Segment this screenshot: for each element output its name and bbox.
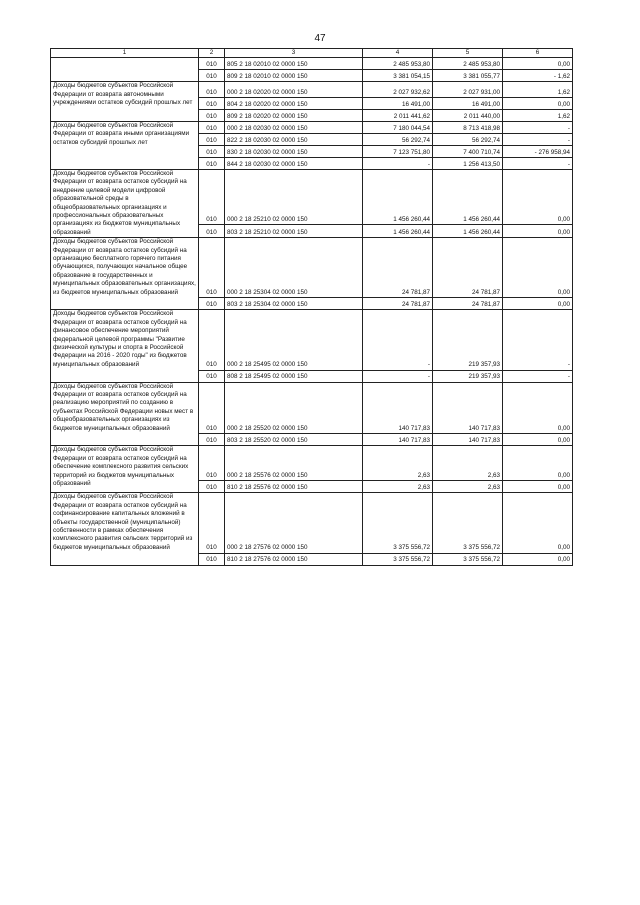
line-code-cell: 010 (199, 434, 225, 446)
column-6-value-cell: - (503, 158, 573, 170)
line-code-cell: 010 (199, 481, 225, 493)
budget-classification-code-cell: 803 2 18 25210 02 0000 150 (225, 225, 363, 238)
revenue-item-name: Доходы бюджетов субъектов Российской Федерации от возврата остатков субсидий на обеспечение комплексного развития сельских территорий из бюджетов муниципальных образований (51, 446, 199, 493)
column-header: 5 (433, 49, 503, 58)
budget-classification-code-cell: 844 2 18 02030 02 0000 150 (225, 158, 363, 170)
budget-classification-code-cell: 810 2 18 27576 02 0000 150 (225, 553, 363, 565)
line-code-cell: 010 (199, 158, 225, 170)
column-4-value-cell: 2,63 (363, 446, 433, 481)
column-header: 4 (363, 49, 433, 58)
column-6-value-cell: - (503, 122, 573, 134)
column-6-value-cell: 0,00 (503, 434, 573, 446)
column-5-value-cell: 24 781,87 (433, 238, 503, 298)
column-5-value-cell: 2 027 931,00 (433, 82, 503, 98)
budget-classification-code-cell: 830 2 18 02030 02 0000 150 (225, 146, 363, 158)
column-6-value-cell: 0,00 (503, 298, 573, 310)
column-4-value-cell: 24 781,87 (363, 298, 433, 310)
budget-classification-code-cell: 804 2 18 02020 02 0000 150 (225, 98, 363, 110)
column-4-value-cell: 3 375 556,72 (363, 553, 433, 565)
column-4-value-cell: 140 717,83 (363, 382, 433, 434)
column-5-value-cell: 16 491,00 (433, 98, 503, 110)
column-4-value-cell: 16 491,00 (363, 98, 433, 110)
column-6-value-cell: 0,00 (503, 446, 573, 481)
column-5-value-cell: 2,63 (433, 446, 503, 481)
line-code-cell: 010 (199, 298, 225, 310)
column-4-value-cell: - (363, 158, 433, 170)
column-6-value-cell: 0,00 (503, 98, 573, 110)
column-6-value-cell: 1,62 (503, 110, 573, 122)
table-row (51, 446, 573, 481)
column-4-value-cell: 56 292,74 (363, 134, 433, 146)
column-4-value-cell: 2 485 953,80 (363, 58, 433, 70)
column-header: 6 (503, 49, 573, 58)
line-code-cell: 010 (199, 98, 225, 110)
column-6-value-cell: 0,00 (503, 170, 573, 225)
column-5-value-cell: 2 485 953,80 (433, 58, 503, 70)
column-4-value-cell: 1 456 260,44 (363, 170, 433, 225)
table-row (51, 170, 573, 225)
column-6-value-cell: - (503, 134, 573, 146)
column-5-value-cell: 1 256 413,50 (433, 158, 503, 170)
line-code-cell: 010 (199, 225, 225, 238)
line-code-cell: 010 (199, 146, 225, 158)
line-code-cell: 010 (199, 238, 225, 298)
line-code-cell: 010 (199, 70, 225, 82)
line-code-cell: 010 (199, 58, 225, 70)
revenue-item-name (51, 58, 199, 82)
column-4-value-cell: 2 011 441,62 (363, 110, 433, 122)
column-5-value-cell: 140 717,83 (433, 434, 503, 446)
budget-classification-code-cell: 000 2 18 25576 02 0000 150 (225, 446, 363, 481)
line-code-cell: 010 (199, 170, 225, 225)
line-code-cell: 010 (199, 134, 225, 146)
report-table-body (51, 49, 573, 566)
column-5-value-cell: 2 011 440,00 (433, 110, 503, 122)
revenue-item-name: Доходы бюджетов субъектов Российской Федерации от возврата автономными учреждениями остатков субсидий прошлых лет (51, 82, 199, 122)
budget-classification-code-cell: 000 2 18 25520 02 0000 150 (225, 382, 363, 434)
column-5-value-cell: 7 400 710,74 (433, 146, 503, 158)
column-4-value-cell: - (363, 310, 433, 370)
revenue-item-name: Доходы бюджетов субъектов Российской Федерации от возврата иными организациями остатков субсидий прошлых лет (51, 122, 199, 170)
column-header: 2 (199, 49, 225, 58)
column-6-value-cell: 1,62 (503, 82, 573, 98)
column-5-value-cell: 1 456 260,44 (433, 225, 503, 238)
budget-classification-code-cell: 803 2 18 25304 02 0000 150 (225, 298, 363, 310)
column-6-value-cell: 0,00 (503, 58, 573, 70)
column-4-value-cell: 1 456 260,44 (363, 225, 433, 238)
column-6-value-cell: - (503, 370, 573, 382)
budget-classification-code-cell: 000 2 18 25210 02 0000 150 (225, 170, 363, 225)
report-table (50, 48, 573, 566)
column-4-value-cell: 7 180 044,54 (363, 122, 433, 134)
line-code-cell: 010 (199, 553, 225, 565)
column-5-value-cell: 56 292,74 (433, 134, 503, 146)
table-row (51, 82, 573, 98)
table-row (51, 58, 573, 70)
column-6-value-cell: 0,00 (503, 382, 573, 434)
budget-classification-code-cell: 810 2 18 25576 02 0000 150 (225, 481, 363, 493)
column-4-value-cell: 2,63 (363, 481, 433, 493)
column-4-value-cell: 3 375 556,72 (363, 493, 433, 553)
budget-classification-code-cell: 000 2 18 02020 02 0000 150 (225, 82, 363, 98)
column-5-value-cell: 3 375 556,72 (433, 553, 503, 565)
budget-classification-code-cell: 000 2 18 02030 02 0000 150 (225, 122, 363, 134)
column-4-value-cell: 24 781,87 (363, 238, 433, 298)
column-5-value-cell: 219 357,93 (433, 310, 503, 370)
column-5-value-cell: 140 717,83 (433, 382, 503, 434)
revenue-item-name: Доходы бюджетов субъектов Российской Федерации от возврата остатков субсидий на финансовое обеспечение мероприятий федеральной целевой программы "Развитие физической культуры и спорта в Российской Федерации на 2016 - 2020 годы" из бюджетов муниципальных образований (51, 310, 199, 382)
table-row (51, 382, 573, 434)
table-row (51, 493, 573, 553)
column-header: 3 (225, 49, 363, 58)
budget-classification-code-cell: 803 2 18 25520 02 0000 150 (225, 434, 363, 446)
revenue-item-name: Доходы бюджетов субъектов Российской Федерации от возврата остатков субсидий на организацию бесплатного горячего питания обучающихся, получающих начальное общее образование в государственных и муниципальных образовательных организациях, из бюджетов муниципальных образований (51, 238, 199, 310)
column-6-value-cell: 0,00 (503, 238, 573, 298)
column-6-value-cell: 0,00 (503, 225, 573, 238)
column-4-value-cell: 3 381 054,15 (363, 70, 433, 82)
column-6-value-cell: 0,00 (503, 481, 573, 493)
budget-classification-code-cell: 000 2 18 25495 02 0000 150 (225, 310, 363, 370)
column-6-value-cell: - (503, 310, 573, 370)
column-5-value-cell: 3 381 055,77 (433, 70, 503, 82)
column-6-value-cell: 0,00 (503, 553, 573, 565)
table-header-row (51, 49, 573, 58)
column-5-value-cell: 1 456 260,44 (433, 170, 503, 225)
column-6-value-cell: - 1,62 (503, 70, 573, 82)
table-row (51, 238, 573, 298)
column-4-value-cell: - (363, 370, 433, 382)
line-code-cell: 010 (199, 310, 225, 370)
line-code-cell: 010 (199, 122, 225, 134)
column-header: 1 (51, 49, 199, 58)
column-4-value-cell: 7 123 751,80 (363, 146, 433, 158)
budget-classification-code-cell: 809 2 18 02020 02 0000 150 (225, 110, 363, 122)
revenue-item-name: Доходы бюджетов субъектов Российской Федерации от возврата остатков субсидий на реализацию мероприятий по созданию в субъектах Российской Федерации новых мест в общеобразовательных организациях из бюджетов муниципальных образований (51, 382, 199, 446)
column-5-value-cell: 3 375 556,72 (433, 493, 503, 553)
budget-classification-code-cell: 808 2 18 25495 02 0000 150 (225, 370, 363, 382)
column-5-value-cell: 2,63 (433, 481, 503, 493)
column-5-value-cell: 219 357,93 (433, 370, 503, 382)
line-code-cell: 010 (199, 370, 225, 382)
column-5-value-cell: 8 713 418,98 (433, 122, 503, 134)
budget-classification-code-cell: 805 2 18 02010 02 0000 150 (225, 58, 363, 70)
line-code-cell: 010 (199, 493, 225, 553)
table-row (51, 122, 573, 134)
column-6-value-cell: - 276 958,94 (503, 146, 573, 158)
line-code-cell: 010 (199, 110, 225, 122)
column-6-value-cell: 0,00 (503, 493, 573, 553)
table-row (51, 310, 573, 370)
column-4-value-cell: 2 027 932,62 (363, 82, 433, 98)
page-number: 47 (314, 33, 326, 44)
budget-classification-code-cell: 809 2 18 02010 02 0000 150 (225, 70, 363, 82)
budget-classification-code-cell: 822 2 18 02030 02 0000 150 (225, 134, 363, 146)
line-code-cell: 010 (199, 82, 225, 98)
column-5-value-cell: 24 781,87 (433, 298, 503, 310)
revenue-item-name: Доходы бюджетов субъектов Российской Федерации от возврата остатков субсидий на внедрение целевой модели цифровой образовательной среды в общеобразовательных организациях и профессиональных образовательных организациях из бюджетов муниципальных образований (51, 170, 199, 238)
budget-classification-code-cell: 000 2 18 27576 02 0000 150 (225, 493, 363, 553)
line-code-cell: 010 (199, 382, 225, 434)
budget-classification-code-cell: 000 2 18 25304 02 0000 150 (225, 238, 363, 298)
line-code-cell: 010 (199, 446, 225, 481)
revenue-item-name: Доходы бюджетов субъектов Российской Федерации от возврата остатков субсидий на софинансирование капитальных вложений в объекты государственной (муниципальной) собственности в рамках обеспечения комплексного развития сельских территорий из бюджетов муниципальных образований (51, 493, 199, 565)
column-4-value-cell: 140 717,83 (363, 434, 433, 446)
